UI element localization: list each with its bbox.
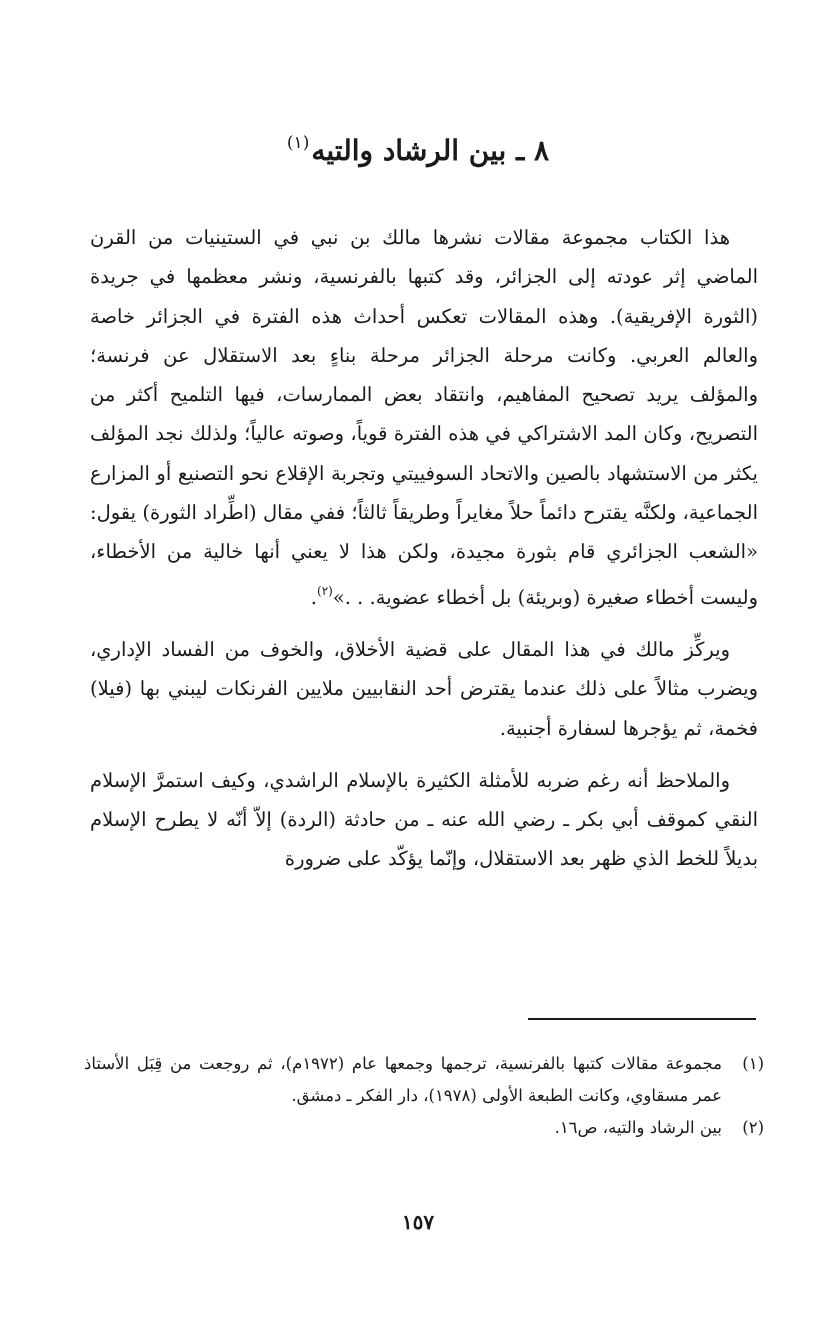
paragraph-1 bbox=[90, 218, 758, 617]
footnote-2-number: (٢) bbox=[742, 1118, 764, 1137]
paragraph-3 bbox=[90, 761, 758, 879]
footnotes bbox=[84, 1048, 764, 1144]
paragraph-2 bbox=[90, 630, 758, 748]
body-text bbox=[90, 218, 758, 892]
footnote-separator bbox=[528, 1018, 756, 1020]
paragraph-3-text: والملاحظ أنه رغم ضربه للأمثلة الكثيرة بالإسلام الراشدي، وكيف استمرَّ الإسلام النقي كموقف أبي بكر ـ رضي الله عنه ـ من حادثة (الردة) إلاّ أنّه لا يطرح الإسلام بديلاً للخط الذي ظهر بعد الاستقلال، وإنّما يؤكّد على ضرورة bbox=[90, 768, 758, 871]
footnote-2 bbox=[84, 1112, 764, 1144]
paragraph-2-text: ويركِّز مالك في هذا المقال على قضية الأخلاق، والخوف من الفساد الإداري، ويضرب مثالاً على ذلك عندما يقترض أحد النقابيين ملايين الفرنكات ليبني بها (فيلا) فخمة، ثم يؤجرها لسفارة أجنبية. bbox=[90, 637, 758, 740]
chapter-title bbox=[90, 118, 746, 176]
chapter-title-text: ٨ ـ بين الرشاد والتيه bbox=[311, 134, 550, 167]
paragraph-1-tail: . bbox=[310, 585, 317, 609]
footnote-1-text: مجموعة مقالات كتبها بالفرنسية، ترجمها وجمعها عام (١٩٧٢م)، ثم روجعت من قِبَل الأستاذ عمر مسقاوي، وكانت الطبعة الأولى (١٩٧٨)، دار الفكر ـ دمشق. bbox=[84, 1054, 722, 1105]
footnote-1 bbox=[84, 1048, 764, 1112]
paragraph-1-footnote-ref: (٢) bbox=[317, 583, 333, 598]
page-number: ١٥٧ bbox=[401, 1210, 435, 1234]
paragraph-1-text: هذا الكتاب مجموعة مقالات نشرها مالك بن نبي في الستينيات من القرن الماضي إثر عودته إلى الجزائر، وقد كتبها بالفرنسية، ونشر معظمها في جريدة (الثورة الإفريقية). وهذه المقالات تعكس أحداث هذه الفترة في الجزائر خاصة والعالم العربي. وكانت مرحلة الجزائر مرحلة بناءٍ بعد الاستقلال عن فرنسة؛ والمؤلف يريد تصحيح المفاهيم، وانتقاد بعض الممارسات، فيها التلميح أكثر من التصريح، وكان المد الاشتراكي في هذه الفترة قوياً، وصوته عالياً؛ ولذلك نجد المؤلف يكثر من الاستشهاد بالصين والاتحاد السوفييتي وتجربة الإقلاع نحو التصنيع أو المزارع الجماعية، ولكنَّه يقترح دائماً حلاً مغايراً وطريقاً ثالثاً؛ ففي مقال (اطِّراد الثورة) يقول: «الشعب الجزائري قام بثورة مجيدة، ولكن هذا لا يعني أنها خالية من الأخطاء، وليست أخطاء صغيرة (وبريئة) بل أخطاء عضوية. . .» bbox=[90, 226, 758, 609]
footnote-1-number: (١) bbox=[742, 1054, 764, 1073]
chapter-title-footnote-ref: (١) bbox=[286, 133, 310, 153]
footnote-2-text: بين الرشاد والتيه، ص١٦. bbox=[554, 1118, 722, 1137]
